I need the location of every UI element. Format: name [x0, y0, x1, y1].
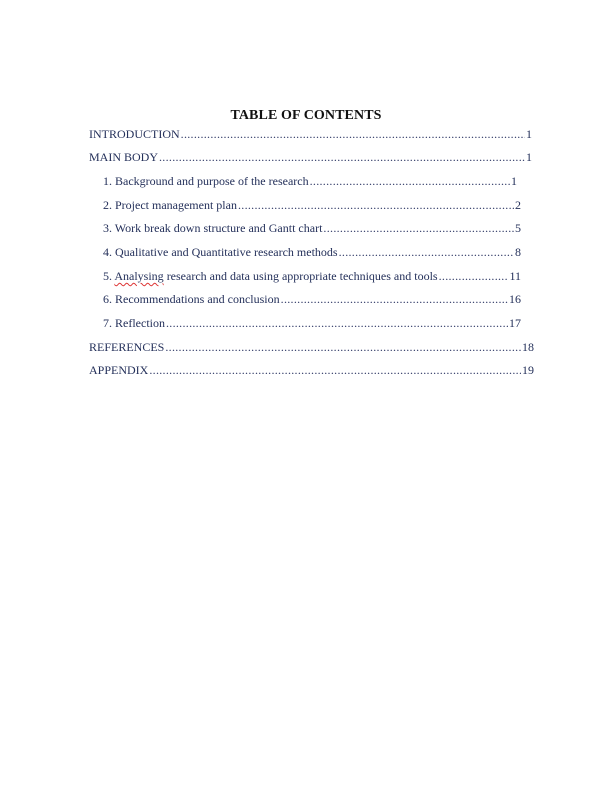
toc-entry-label: 1. Background and purpose of the research	[103, 174, 309, 188]
toc-entry-references[interactable]	[89, 340, 534, 358]
toc-entry-page: 11	[509, 269, 521, 283]
toc-entry-label: APPENDIX	[89, 363, 149, 377]
toc-entry-introduction[interactable]	[89, 127, 532, 145]
toc-entry-label: REFERENCES	[89, 340, 165, 354]
toc-entry-label: 4. Qualitative and Quantitative research methods	[103, 245, 338, 259]
toc-entry-recommendations[interactable]	[103, 292, 521, 310]
toc-leader-dots	[339, 245, 514, 260]
toc-entry-label: MAIN BODY	[89, 150, 158, 164]
toc-entry-page: 18	[522, 340, 534, 354]
toc-leader-dots	[310, 174, 510, 189]
toc-entry-label: 3. Work break down structure and Gantt chart	[103, 221, 323, 235]
toc-entry-main-body[interactable]	[89, 150, 532, 168]
toc-entry-page: 8	[515, 245, 521, 259]
toc-entry-page: 1	[526, 127, 532, 141]
spelling-flagged-word: Analysing	[114, 269, 164, 283]
toc-entry-label-prefix: 5.	[103, 269, 115, 283]
toc-entry-label: INTRODUCTION	[89, 127, 180, 141]
toc-leader-dots	[281, 292, 508, 307]
toc-entry-page: 2	[515, 198, 521, 212]
toc-leader-dots	[166, 316, 508, 331]
toc-entry-label	[103, 269, 438, 284]
toc-entry-wbs-gantt[interactable]	[103, 221, 521, 239]
toc-entry-page: 17	[509, 316, 521, 330]
toc-leader-dots	[323, 221, 514, 236]
toc-entry-research-methods[interactable]	[103, 245, 521, 263]
toc-leader-dots	[181, 127, 525, 142]
toc-leader-dots	[238, 198, 514, 213]
toc-entry-appendix[interactable]	[89, 363, 534, 381]
toc-leader-dots	[159, 150, 525, 165]
toc-entry-page: 1	[526, 150, 532, 164]
toc-entry-page: 1	[511, 174, 517, 188]
toc-entry-page: 16	[509, 292, 521, 306]
toc-leader-dots	[149, 363, 521, 378]
toc-entry-analysing[interactable]	[103, 269, 521, 287]
toc-leader-dots	[165, 340, 521, 355]
toc-entry-project-plan[interactable]	[103, 198, 521, 216]
toc-entry-label: 7. Reflection	[103, 316, 165, 330]
toc-title: TABLE OF CONTENTS	[230, 108, 382, 123]
toc-entry-label: 6. Recommendations and conclusion	[103, 292, 280, 306]
toc-entry-label: 2. Project management plan	[103, 198, 237, 212]
toc-entry-label-suffix: research and data using appropriate techniques and tools	[163, 269, 438, 283]
toc-entry-page: 19	[522, 363, 534, 377]
toc-entry-background[interactable]	[103, 174, 517, 192]
toc-entry-page: 5	[515, 221, 521, 235]
toc-leader-dots	[439, 269, 509, 284]
toc-entry-reflection[interactable]	[103, 316, 521, 334]
